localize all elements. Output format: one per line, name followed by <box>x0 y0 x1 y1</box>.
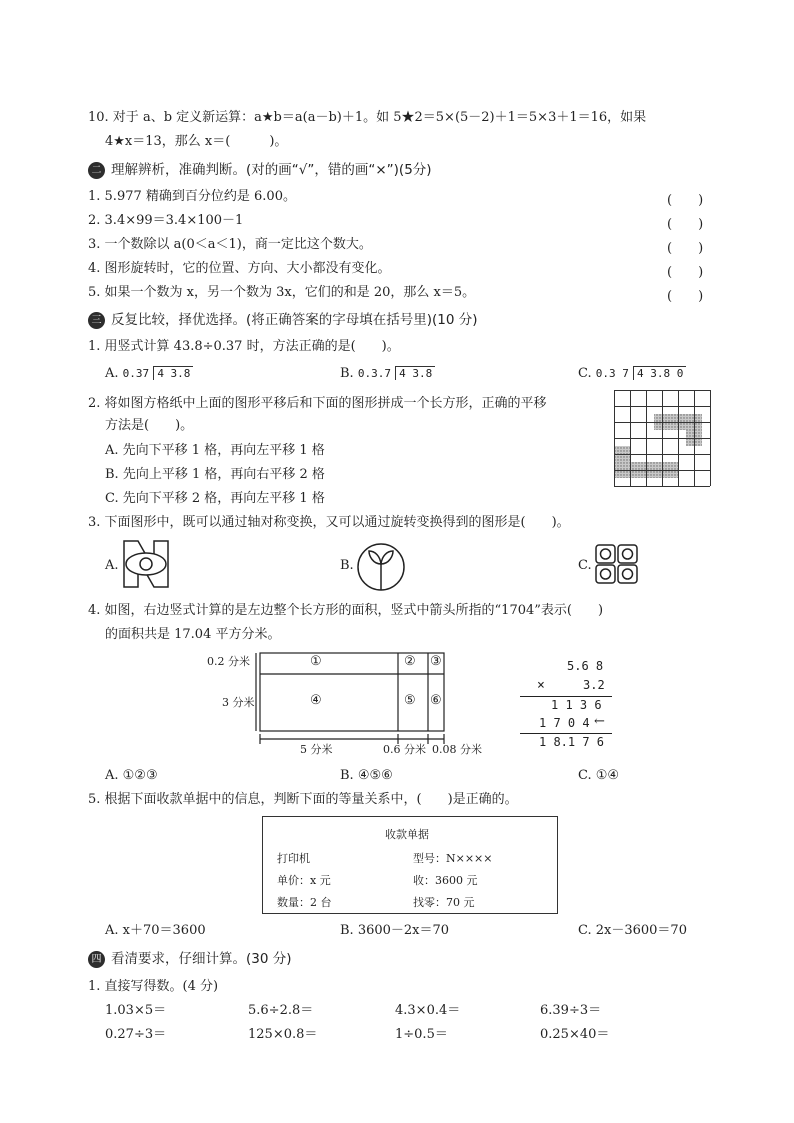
judge-item: 4. 图形旋转时，它的位置、方向、大小都没有变化。 <box>88 261 391 276</box>
option-a[interactable]: A. <box>105 558 119 573</box>
receipt-title: 收款单据 <box>385 828 429 841</box>
cell-1: ① <box>310 654 322 669</box>
q3-text: 3. 下面图形中，既可以通过轴对称变换，又可以通过旋转变换得到的图形是( )。 <box>88 515 570 530</box>
cell-3: ③ <box>430 654 442 669</box>
dim-label: 5 分米 <box>300 743 333 756</box>
receipt-received: 收：3600 元 <box>413 874 478 887</box>
calc-line <box>520 733 612 734</box>
calc-row: 1 1 3 6 <box>551 698 602 712</box>
option-c[interactable]: C. 2x－3600＝70 <box>578 923 687 938</box>
option-a[interactable]: A. x＋70＝3600 <box>105 923 206 938</box>
option-c[interactable]: C. ①④ <box>578 768 620 783</box>
dim-label: 0.08 分米 <box>432 743 482 756</box>
calc-row: 5.6 8 <box>567 659 604 673</box>
option-b[interactable]: B. 0.3.7 4 3.8 <box>340 366 435 382</box>
receipt-price: 单价：x 元 <box>277 874 331 887</box>
section-badge: 三 <box>88 312 105 329</box>
calc-row: 1 8.1 7 6 <box>539 735 605 749</box>
subsection-title: 1. 直接写得数。(4 分) <box>88 979 219 994</box>
calc-item[interactable]: 125×0.8＝ <box>248 1027 318 1042</box>
dim-label: 0.2 分米 <box>207 655 250 668</box>
calc-row: 3.2 <box>583 678 605 692</box>
calc-row: 1 7 0 4 <box>539 716 590 730</box>
judge-item: 5. 如果一个数为 x，另一个数为 3x，它们的和是 20，那么 x＝5。 <box>88 285 476 300</box>
option-c[interactable]: C. <box>578 558 592 573</box>
option-b[interactable]: B. ④⑤⑥ <box>340 768 393 783</box>
grid-figure <box>614 390 714 490</box>
calc-item[interactable]: 0.27÷3＝ <box>105 1027 167 1042</box>
receipt-qty: 数量：2 台 <box>277 896 332 909</box>
option-c[interactable]: C. 先向下平移 2 格，再向左平移 1 格 <box>105 491 325 506</box>
q4-line2: 的面积共是 17.04 平方分米。 <box>105 627 281 642</box>
cell-4: ④ <box>310 693 322 708</box>
q10-line1: 10. 对于 a、b 定义新运算：a★b＝a(a－b)＋1。如 5★2＝5×(5－2)＋1＝5×3＋1＝16，如果 <box>88 110 647 125</box>
q5-text: 5. 根据下面收款单据中的信息，判断下面的等量关系中，( )是正确的。 <box>88 792 518 807</box>
figure-c <box>594 543 640 585</box>
dim-label: 3 分米 <box>222 696 255 709</box>
answer-blank[interactable]: ( ) <box>667 289 704 304</box>
answer-blank[interactable]: ( ) <box>667 241 704 256</box>
q1-text: 1. 用竖式计算 43.8÷0.37 时，方法正确的是( )。 <box>88 339 400 354</box>
judge-item: 2. 3.4×99＝3.4×100－1 <box>88 213 244 228</box>
calc-op: × <box>537 678 545 693</box>
answer-blank[interactable]: ( ) <box>667 265 704 280</box>
answer-blank[interactable]: ( ) <box>667 193 704 208</box>
calc-item[interactable]: 6.39÷3＝ <box>540 1003 602 1018</box>
q2-line2: 方法是( )。 <box>105 418 194 433</box>
option-a[interactable]: A. 先向下平移 1 格，再向左平移 1 格 <box>105 443 325 458</box>
cell-6: ⑥ <box>430 693 442 708</box>
calc-line <box>520 696 612 697</box>
dim-label: 0.6 分米 <box>383 743 426 756</box>
option-b[interactable]: B. 先向上平移 1 格，再向右平移 2 格 <box>105 467 325 482</box>
q10-line2: 4★x＝13，那么 x＝( )。 <box>105 134 288 149</box>
arrow-icon: ← <box>594 714 605 729</box>
figure-b <box>356 542 406 592</box>
calc-item[interactable]: 0.25×40＝ <box>540 1027 610 1042</box>
option-a[interactable]: A. 0.37 4 3.8 <box>105 366 193 382</box>
cell-5: ⑤ <box>404 693 416 708</box>
answer-blank[interactable]: ( ) <box>667 217 704 232</box>
q4-line1: 4. 如图，右边竖式计算的是左边整个长方形的面积，竖式中箭头所指的“1704”表示( ) <box>88 603 604 618</box>
rectangle-diagram <box>255 651 450 751</box>
option-b[interactable]: B. 3600－2x＝70 <box>340 923 450 938</box>
option-c[interactable]: C. 0.3 7 4 3.8 0 <box>578 366 686 382</box>
section-title: 看清要求，仔细计算。(30 分) <box>111 951 292 967</box>
section-badge: 四 <box>88 951 105 968</box>
section-badge: 二 <box>88 162 105 179</box>
calc-item[interactable]: 1÷0.5＝ <box>395 1027 448 1042</box>
cell-2: ② <box>404 654 416 669</box>
option-b[interactable]: B. <box>340 558 354 573</box>
calc-item[interactable]: 4.3×0.4＝ <box>395 1003 461 1018</box>
judge-item: 1. 5.977 精确到百分位约是 6.00。 <box>88 189 296 204</box>
section-title: 反复比较，择优选择。(将正确答案的字母填在括号里)(10 分) <box>111 312 478 328</box>
calc-item[interactable]: 1.03×5＝ <box>105 1003 167 1018</box>
receipt-change: 找零：70 元 <box>413 896 475 909</box>
receipt-item: 打印机 <box>277 852 310 865</box>
option-a[interactable]: A. ①②③ <box>105 768 158 783</box>
judge-item: 3. 一个数除以 a(0＜a＜1)，商一定比这个数大。 <box>88 237 372 252</box>
section-title: 理解辨析，准确判断。(对的画“√”，错的画“×”)(5分) <box>111 162 432 178</box>
figure-a <box>122 539 170 589</box>
calc-item[interactable]: 5.6÷2.8＝ <box>248 1003 314 1018</box>
receipt-model: 型号：N×××× <box>413 852 493 865</box>
receipt-box <box>262 816 558 914</box>
q2-line1: 2. 将如图方格纸中上面的图形平移后和下面的图形拼成一个长方形，正确的平移 <box>88 396 547 411</box>
